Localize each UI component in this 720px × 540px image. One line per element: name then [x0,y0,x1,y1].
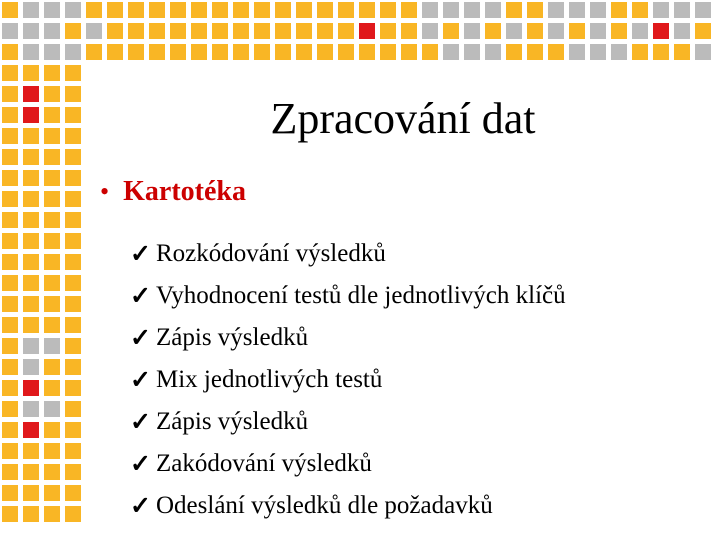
decor-tile [65,86,81,102]
bullet-label: Kartotéka [123,176,246,207]
decor-tile [44,296,60,312]
checkmark-icon: ✓ [130,283,151,310]
decor-tile [317,44,333,60]
decor-tile [464,23,480,39]
checkmark-icon: ✓ [130,367,151,394]
decor-tile [2,170,18,186]
decor-tile [2,107,18,123]
list-item [130,401,566,443]
decor-tile [2,359,18,375]
decor-tile [359,2,375,18]
decor-tile [359,44,375,60]
sub-item-list [130,233,566,527]
decor-tile [548,44,564,60]
decor-tile [296,44,312,60]
decor-tile [44,443,60,459]
decor-tile [65,44,81,60]
decor-tile [233,2,249,18]
decor-tile [422,23,438,39]
decor-tile [23,275,39,291]
decor-tile [380,23,396,39]
checkmark-icon: ✓ [130,325,151,352]
decor-tile [149,44,165,60]
decor-tile [128,23,144,39]
decor-tile [65,464,81,480]
decor-tile [23,2,39,18]
decor-tile [506,2,522,18]
decor-tile [422,44,438,60]
decor-tile [44,464,60,480]
decor-tile [2,506,18,522]
list-item-text: Odeslání výsledků dle požadavků [156,492,493,519]
decor-tile [443,23,459,39]
decor-tile [23,191,39,207]
decor-tile [2,254,18,270]
decor-tile [212,44,228,60]
decor-tile [23,254,39,270]
decor-tile [44,380,60,396]
decor-tile [44,2,60,18]
decor-tile [464,2,480,18]
decor-tile [359,23,375,39]
decor-tile [65,107,81,123]
decor-tile [254,23,270,39]
decor-tile [65,191,81,207]
decor-tile [2,401,18,417]
decor-tile [23,65,39,81]
decor-tile [2,275,18,291]
decor-tile [23,317,39,333]
checkmark-icon: ✓ [130,409,151,436]
decor-tile [65,422,81,438]
list-item-text: Zápis výsledků [156,408,309,435]
decor-tile [2,86,18,102]
decor-tile [695,2,711,18]
decor-tile [233,44,249,60]
decor-tile [44,212,60,228]
list-item-text: Zápis výsledků [156,324,309,351]
decor-tile [44,233,60,249]
decor-tile [275,2,291,18]
bullet-row [100,172,246,212]
decor-tile [65,485,81,501]
decor-tile [317,23,333,39]
decor-tile [191,23,207,39]
decor-tile [254,2,270,18]
decor-tile [653,23,669,39]
decor-tile [632,44,648,60]
decor-tile [380,2,396,18]
decor-tile [23,107,39,123]
decor-tile [23,380,39,396]
decor-tile [23,23,39,39]
decor-tile [2,2,18,18]
decor-tile [170,23,186,39]
decor-tile [44,317,60,333]
slide-title: Zpracování dat [270,94,536,143]
decor-tile [254,44,270,60]
decor-tile [569,2,585,18]
decor-tile [296,2,312,18]
decor-tile [44,23,60,39]
decor-tile [527,44,543,60]
decor-tile [65,359,81,375]
decor-tile [23,464,39,480]
decor-tile [44,422,60,438]
decor-tile [23,422,39,438]
decor-tile [44,191,60,207]
decor-tile [23,338,39,354]
decor-tile [401,2,417,18]
decor-tile [107,44,123,60]
decor-tile [191,2,207,18]
decor-tile [23,296,39,312]
decor-tile [485,2,501,18]
decor-tile [191,44,207,60]
decor-tile [44,401,60,417]
decor-tile [65,317,81,333]
decor-tile [107,2,123,18]
decor-tile [149,2,165,18]
decor-tile [485,44,501,60]
decor-tile [23,149,39,165]
decor-tile [212,23,228,39]
decor-tile [23,401,39,417]
decor-tile [632,23,648,39]
decor-tile [2,233,18,249]
list-item-text: Zakódování výsledků [156,450,372,477]
decor-tile [128,2,144,18]
decor-tile [590,44,606,60]
decor-tile [653,2,669,18]
decor-tile [44,128,60,144]
decor-tile [2,338,18,354]
decor-tile [23,86,39,102]
decor-tile [23,233,39,249]
decor-tile [380,44,396,60]
decor-tile [44,338,60,354]
decor-tile [44,86,60,102]
decor-tile [2,128,18,144]
decor-tile [674,23,690,39]
decor-tile [2,23,18,39]
decor-tile [65,338,81,354]
decor-tile [2,44,18,60]
decor-tile [170,44,186,60]
decor-tile [2,485,18,501]
decor-tile [569,44,585,60]
decor-tile [632,2,648,18]
decor-tile [44,149,60,165]
decor-tile [338,2,354,18]
decor-tile [527,2,543,18]
decor-tile [338,23,354,39]
decor-tile [65,212,81,228]
decor-tile [275,44,291,60]
decor-tile [65,443,81,459]
decor-tile [23,359,39,375]
decor-tile [23,443,39,459]
list-item-text: Mix jednotlivých testů [156,366,383,393]
decor-tile [23,506,39,522]
decor-tile [149,23,165,39]
decor-tile [65,296,81,312]
decor-tile [506,23,522,39]
decor-tile [2,296,18,312]
decor-tile [65,401,81,417]
list-item [130,275,566,317]
decor-tile [401,23,417,39]
decor-tile [44,254,60,270]
decor-tile [212,2,228,18]
decor-tile [23,485,39,501]
decor-tile [653,44,669,60]
decor-tile [23,170,39,186]
decor-tile [65,170,81,186]
decor-tile [65,65,81,81]
decor-tile [674,44,690,60]
list-item [130,359,566,401]
decor-tile [23,212,39,228]
decor-tile [695,23,711,39]
decor-tile [674,2,690,18]
decor-tile [569,23,585,39]
decor-tile [401,44,417,60]
decor-tile [23,128,39,144]
decor-tile [128,44,144,60]
decor-tile [65,275,81,291]
decor-tile [611,44,627,60]
bullet-icon: • [100,177,110,206]
decor-tile [86,2,102,18]
decor-tile [65,2,81,18]
decor-tile [44,65,60,81]
decor-tile [548,23,564,39]
decor-tile [44,359,60,375]
decor-tile [275,23,291,39]
checkmark-icon: ✓ [130,451,151,478]
decor-tile [44,170,60,186]
decor-tile [485,23,501,39]
decor-tile [338,44,354,60]
decor-tile [65,506,81,522]
decor-tile [2,443,18,459]
decor-tile [506,44,522,60]
checkmark-icon: ✓ [130,493,151,520]
decor-tile [2,191,18,207]
decor-tile [611,23,627,39]
list-item [130,317,566,359]
decor-tile [590,23,606,39]
decor-tile [527,23,543,39]
decor-tile [44,44,60,60]
decor-tile [44,506,60,522]
decor-tile [2,65,18,81]
decor-tile [695,44,711,60]
decor-tile [317,2,333,18]
decor-tile [2,149,18,165]
decor-tile [590,2,606,18]
decor-tile [65,380,81,396]
decor-tile [2,422,18,438]
decor-tile [65,233,81,249]
decor-tile [233,23,249,39]
decor-tile [2,464,18,480]
list-item [130,485,566,527]
decor-tile [44,107,60,123]
list-item [130,233,566,275]
decor-tile [2,317,18,333]
decor-tile [86,44,102,60]
decor-tile [65,149,81,165]
decor-tile [65,23,81,39]
decor-tile [65,254,81,270]
decor-tile [296,23,312,39]
checkmark-icon: ✓ [130,241,151,268]
decor-tile [107,23,123,39]
decor-tile [86,23,102,39]
decor-tile [422,2,438,18]
decor-tile [23,44,39,60]
list-item-text: Rozkódování výsledků [156,240,386,267]
decor-tile [548,2,564,18]
decor-tile [611,2,627,18]
decor-tile [44,275,60,291]
decor-tile [443,44,459,60]
decor-tile [2,380,18,396]
decor-tile [464,44,480,60]
decor-tile [44,485,60,501]
decor-tile [2,212,18,228]
list-item [130,443,566,485]
decor-tile [65,128,81,144]
decor-tile [170,2,186,18]
decor-tile [443,2,459,18]
list-item-text: Vyhodnocení testů dle jednotlivých klíčů [156,282,566,309]
